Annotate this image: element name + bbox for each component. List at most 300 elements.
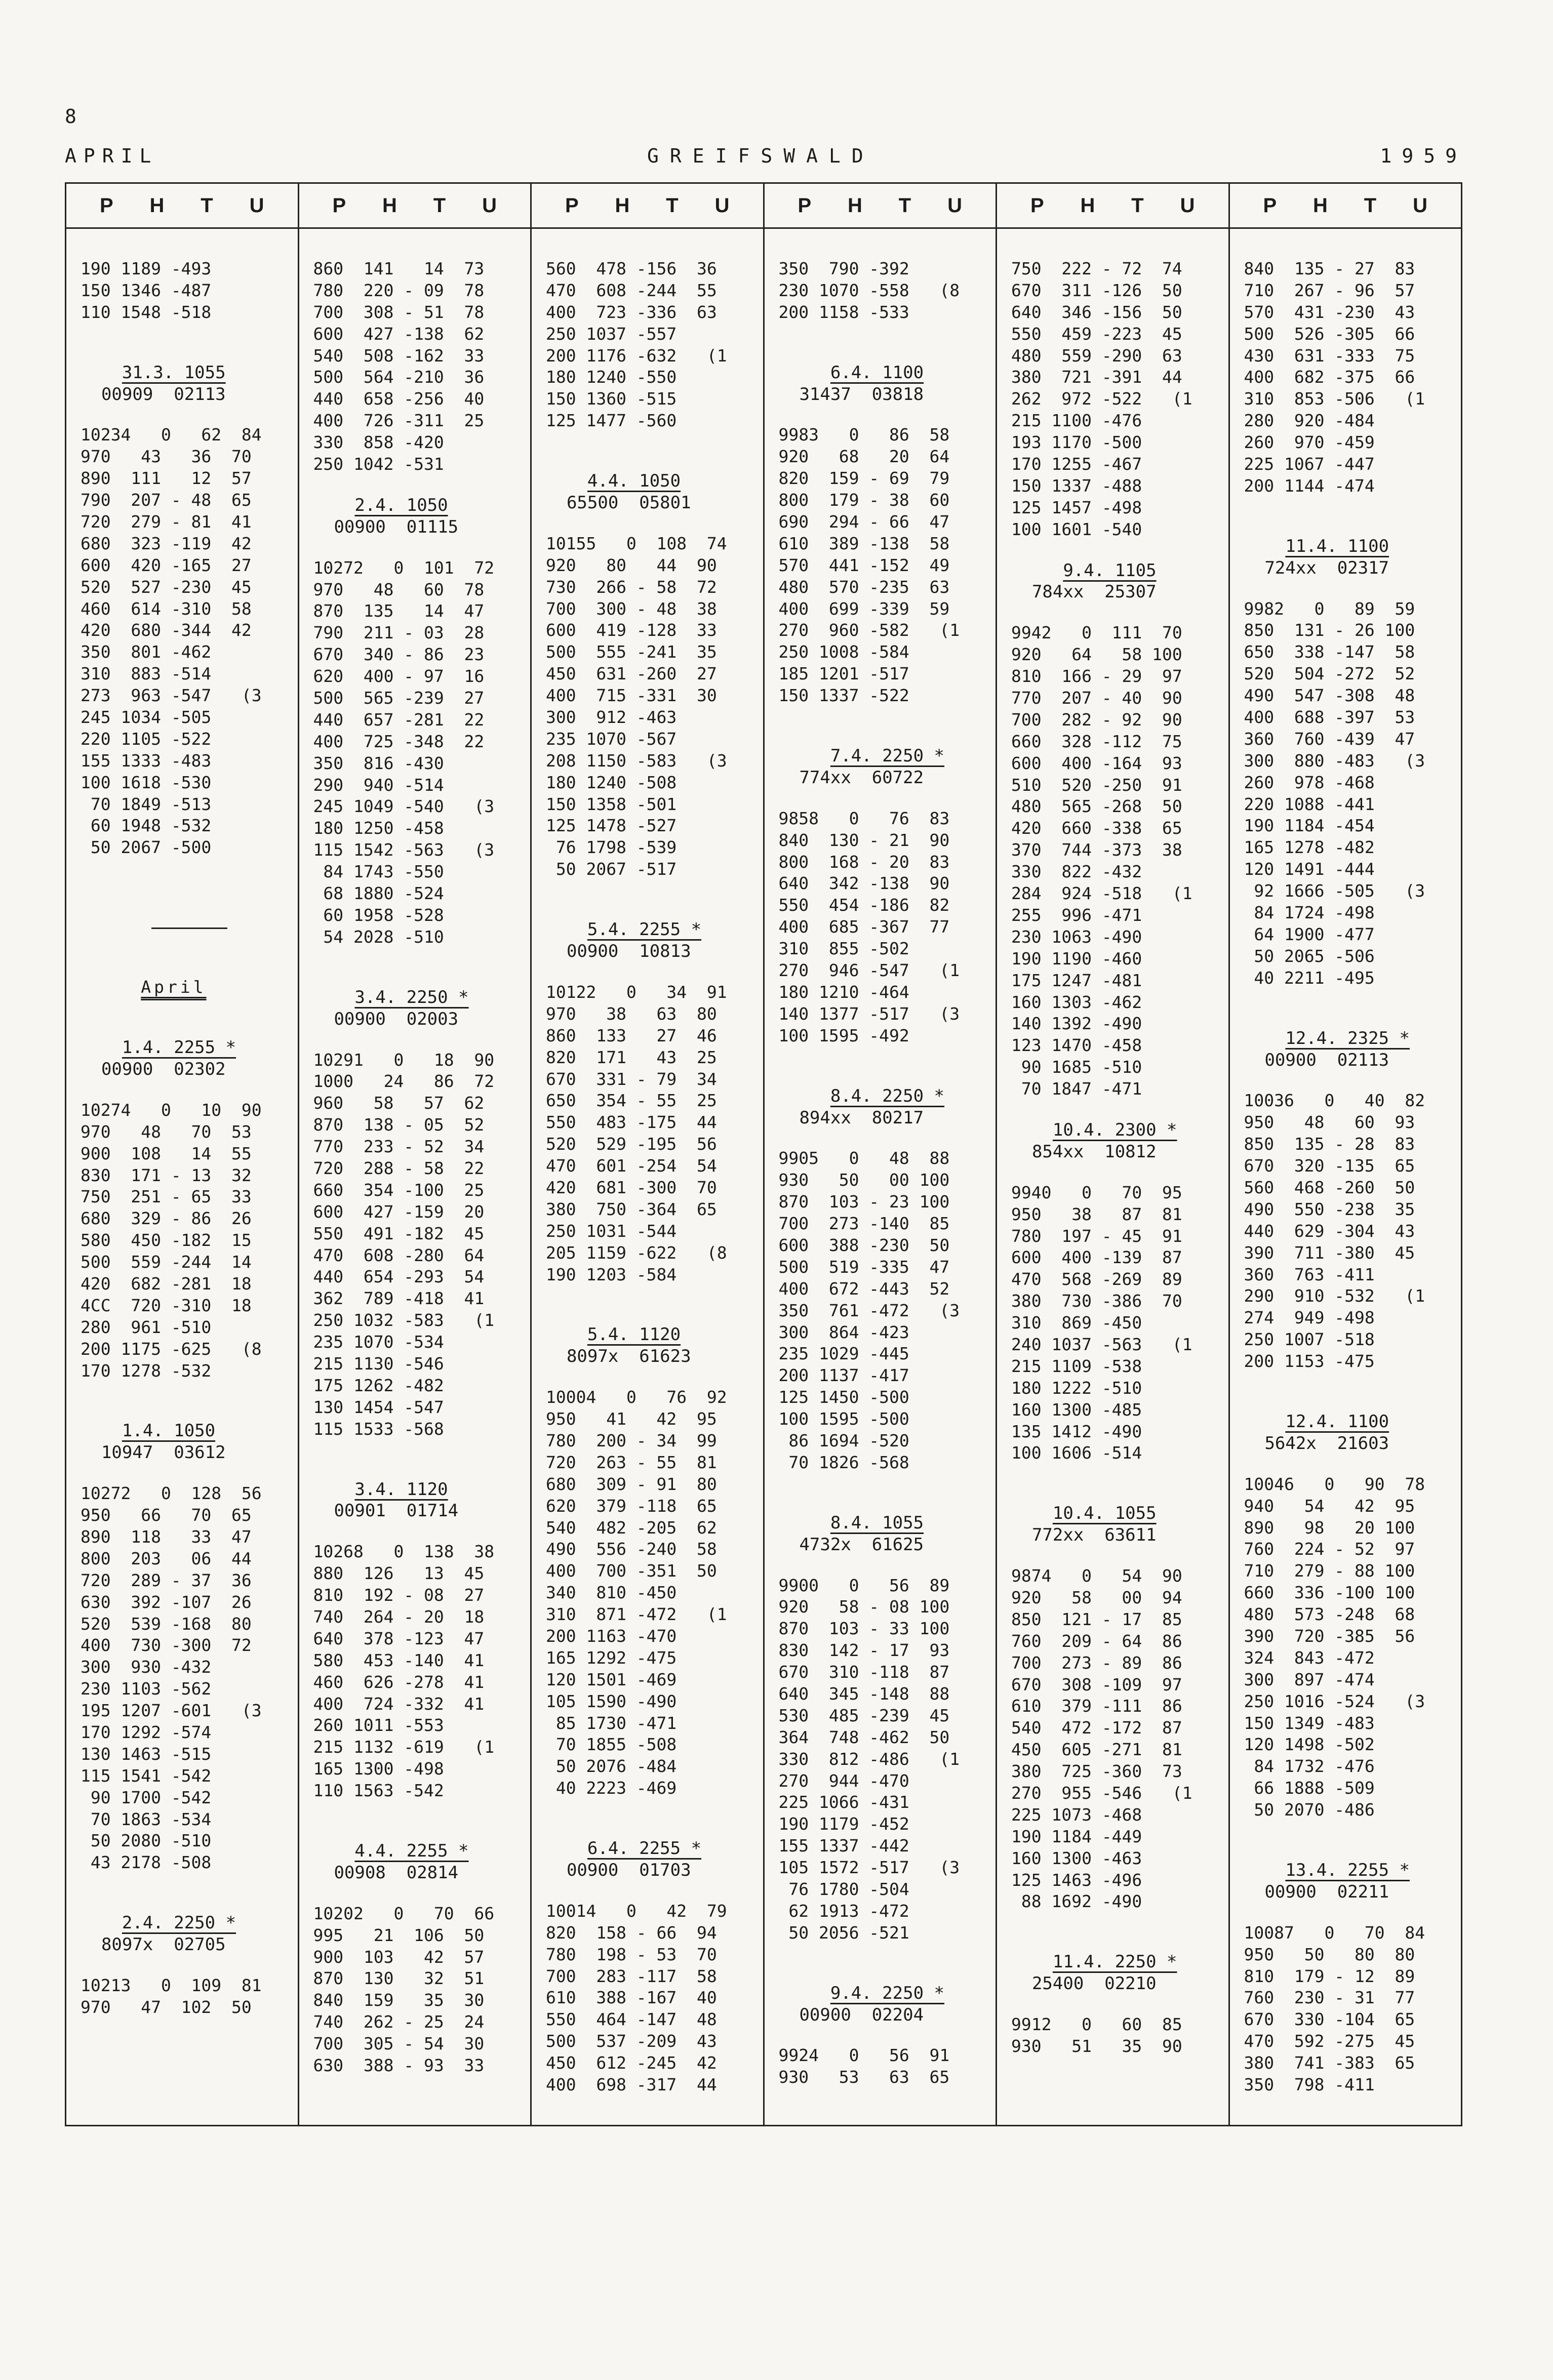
data-row: 10213 0 109 81: [81, 1975, 262, 1995]
data-row: 92 1666 -505 (3: [1244, 881, 1425, 901]
data-row: 400 682 -375 66: [1244, 367, 1415, 387]
data-row: 850 131 - 26 100: [1244, 620, 1415, 640]
spacer: [81, 405, 288, 424]
data-row: 570 441 -152 49: [778, 555, 950, 575]
spacer: [546, 1819, 753, 1838]
spacer: [1011, 239, 1218, 258]
data-row: 43 2178 -508: [81, 1852, 212, 1873]
data-row: 64 1900 -477: [1244, 924, 1375, 944]
data-row: 50 2080 -510: [81, 1831, 212, 1851]
spacer: [81, 938, 288, 957]
sounding-header: [779, 1085, 986, 1107]
data-row: 950 38 87 81: [1011, 1204, 1182, 1224]
data-row: 360 763 -411: [1244, 1264, 1375, 1284]
spacer: [81, 324, 288, 343]
data-row: 640 346 -156 50: [1011, 302, 1182, 322]
data-row: 364 748 -462 50: [778, 1727, 950, 1747]
data-row: 70 1849 -513: [81, 794, 212, 814]
data-row: 50 2070 -486: [1244, 1800, 1375, 1820]
data-row: 10155 0 108 74: [546, 533, 727, 553]
data-row: 50 2067 -500: [81, 837, 212, 858]
data-row: 70 1847 -471: [1011, 1079, 1142, 1099]
spacer: [546, 239, 753, 258]
data-row: 400 725 -348 22: [313, 731, 485, 751]
spacer: [546, 1305, 753, 1324]
data-row: 76 1780 -504: [778, 1879, 909, 1899]
header-year: 1959: [1380, 145, 1467, 167]
data-row: 830 142 - 17 93: [778, 1640, 950, 1661]
data-row: 250 1042 -531: [313, 454, 444, 474]
data-row: 66 1888 -509: [1244, 1778, 1375, 1798]
data-row: 165 1292 -475: [546, 1647, 677, 1668]
heading-text: 8.4. 2250 *: [830, 1085, 945, 1106]
spacer: [779, 1047, 986, 1066]
sounding-header: [779, 745, 986, 767]
heading-text: 10.4. 2300 *: [1052, 1119, 1177, 1140]
station-code: 8097x 61623: [546, 1346, 691, 1367]
station-code: 00900 02302: [81, 1059, 226, 1079]
spacer: [779, 1128, 986, 1148]
heading-text: 9.4. 1105: [1063, 560, 1157, 581]
sounding-header: [779, 1983, 986, 2004]
data-row: 600 420 -165 27: [81, 555, 252, 575]
data-row: 245 1034 -505: [81, 707, 212, 728]
sounding-header: [1011, 1119, 1218, 1141]
table-column: [298, 184, 531, 2125]
data-row: 150 1358 -501: [546, 794, 677, 814]
data-row: 640 378 -123 47: [313, 1628, 485, 1648]
data-row: 290 940 -514: [313, 775, 444, 795]
data-row: 250 1031 -544: [546, 1221, 677, 1241]
spacer: [1011, 541, 1218, 560]
data-row: 300 912 -463: [546, 707, 677, 728]
data-row: 225 1067 -447: [1244, 454, 1375, 474]
table-column: [66, 184, 298, 2125]
station-code: 774xx 60722: [778, 767, 924, 788]
data-row: 780 200 - 34 99: [546, 1430, 717, 1450]
data-row: 110 1563 -542: [313, 1781, 444, 1801]
heading-text: 2.4. 2250 *: [122, 1913, 236, 1933]
spacer: [81, 1401, 288, 1420]
column-header-label: T: [201, 194, 213, 217]
spacer: [1244, 239, 1451, 258]
data-row: 540 508 -162 33: [313, 345, 485, 366]
column-header: [997, 184, 1228, 229]
column-header-label: H: [1080, 194, 1095, 217]
data-row: 215 1130 -546: [313, 1353, 444, 1374]
data-row: 760 230 - 31 77: [1244, 1988, 1415, 2008]
data-row: 330 812 -486 (1: [778, 1749, 960, 1769]
heading-text: 9.4. 2250 *: [830, 1983, 945, 2003]
data-row: 160 1300 -485: [1011, 1399, 1142, 1420]
station-code: 25400 02210: [1011, 1973, 1157, 1994]
data-row: 700 283 -117 58: [546, 1966, 717, 1986]
data-row: 310 871 -472 (1: [546, 1604, 727, 1625]
data-row: 362 789 -418 41: [313, 1288, 485, 1309]
sounding-header: [313, 1479, 521, 1501]
data-row: 900 103 42 57: [313, 1947, 485, 1967]
data-row: 790 211 - 03 28: [313, 623, 485, 643]
table-column: [763, 184, 996, 2125]
heading-text: 13.4. 2255 *: [1285, 1860, 1410, 1880]
station-code: 00909 02113: [81, 384, 226, 405]
spacer: [313, 538, 521, 557]
data-row: 100 1601 -540: [1011, 519, 1142, 539]
spacer: [546, 451, 753, 470]
spacer: [81, 998, 288, 1018]
data-row: 300 897 -474: [1244, 1669, 1375, 1689]
spacer: [546, 1881, 753, 1901]
spacer: [1244, 1903, 1451, 1922]
data-row: 500 565 -239 27: [313, 688, 485, 708]
data-row: 650 338 -147 58: [1244, 642, 1415, 662]
data-row: 200 1137 -417: [778, 1365, 909, 1386]
data-row: 820 171 43 25: [546, 1047, 717, 1067]
data-row: 870 103 - 33 100: [778, 1619, 950, 1639]
data-row: 60 1948 -532: [81, 816, 212, 836]
column-header-label: H: [1313, 194, 1328, 217]
spacer: [1011, 1932, 1218, 1951]
data-row: 500 519 -335 47: [778, 1257, 950, 1277]
data-row: 400 685 -367 77: [778, 917, 950, 937]
data-row: 830 171 - 13 32: [81, 1165, 252, 1185]
data-row: 810 192 - 08 27: [313, 1585, 485, 1605]
heading-text: 11.4. 2250 *: [1052, 1952, 1177, 1972]
column-body: [66, 229, 298, 2019]
data-row: 170 1292 -574: [81, 1722, 212, 1742]
heading-text: 1.4. 1050: [122, 1421, 216, 1441]
data-row: 260 970 -459: [1244, 432, 1375, 453]
data-row: 76 1798 -539: [546, 837, 677, 858]
column-header-label: U: [947, 194, 963, 217]
data-row: 670 310 -118 87: [778, 1662, 950, 1682]
data-row: 470 608 -280 64: [313, 1245, 485, 1265]
station-code: 00900 02204: [778, 2004, 924, 2025]
data-row: 150 1349 -483: [1244, 1713, 1375, 1733]
data-row: 560 478 -156 36: [546, 259, 717, 278]
data-row: 760 224 - 52 97: [1244, 1539, 1415, 1559]
column-header-label: H: [848, 194, 862, 217]
column-body: [532, 229, 763, 2096]
data-row: 10036 0 40 82: [1244, 1091, 1425, 1111]
data-row: 580 453 -140 41: [313, 1650, 485, 1670]
data-row: 180 1250 -458: [313, 818, 444, 838]
data-row: 400 698 -317 44: [546, 2075, 717, 2095]
spacer: [1244, 1840, 1451, 1860]
data-row: 9858 0 76 83: [778, 808, 950, 828]
data-row: 550 459 -223 45: [1011, 324, 1182, 344]
spacer: [779, 1944, 986, 1963]
data-row: 70 1863 -534: [81, 1809, 212, 1829]
data-row: 920 58 - 08 100: [778, 1597, 950, 1617]
data-row: 870 138 - 05 52: [313, 1115, 485, 1135]
data-row: 700 300 - 48 38: [546, 598, 717, 619]
data-row: 770 233 - 52 34: [313, 1137, 485, 1157]
data-row: 720 279 - 81 41: [81, 512, 252, 532]
spacer: [1244, 1373, 1451, 1392]
data-row: 255 996 -471: [1011, 905, 1142, 925]
column-header-label: U: [714, 194, 730, 217]
spacer: [546, 1367, 753, 1387]
data-row: 100 1618 -530: [81, 772, 212, 792]
data-row: 860 141 14 73: [313, 259, 485, 278]
spacer: [313, 1460, 521, 1479]
data-row: 440 654 -293 54: [313, 1267, 485, 1287]
data-row: 400 724 -332 41: [313, 1693, 485, 1714]
heading-text: 8.4. 1055: [830, 1512, 924, 1533]
data-row: 10004 0 76 92: [546, 1387, 727, 1407]
data-row: 170 1255 -467: [1011, 454, 1142, 474]
column-header: [299, 184, 531, 229]
data-row: 995 21 106 50: [313, 1925, 485, 1945]
data-row: 720 289 - 37 36: [81, 1570, 252, 1590]
data-row: 780 198 - 53 70: [546, 1944, 717, 1964]
sounding-header: [1244, 1028, 1451, 1050]
data-row: 890 118 33 47: [81, 1526, 252, 1547]
spacer: [779, 405, 986, 424]
data-row: 90 1685 -510: [1011, 1057, 1142, 1077]
data-row: 920 58 00 94: [1011, 1587, 1182, 1607]
data-row: 280 961 -510: [81, 1317, 212, 1337]
data-row: 200 1176 -632 (1: [546, 345, 727, 366]
data-row: 420 660 -338 65: [1011, 818, 1182, 838]
header-station: GREIFSWALD: [647, 145, 874, 167]
data-row: 400 730 -300 72: [81, 1635, 252, 1656]
spacer: [779, 707, 986, 726]
data-row: 215 1132 -619 (1: [313, 1737, 495, 1757]
heading-text: 4.4. 1050: [587, 471, 681, 492]
data-row: 520 527 -230 45: [81, 577, 252, 597]
data-row: 10291 0 18 90: [313, 1050, 495, 1070]
data-row: 770 207 - 40 90: [1011, 688, 1182, 708]
data-row: 660 336 -100 100: [1244, 1583, 1415, 1603]
data-row: 240 1037 -563 (1: [1011, 1334, 1192, 1354]
column-header: [1230, 184, 1461, 229]
data-row: 710 279 - 88 100: [1244, 1561, 1415, 1581]
spacer: [313, 948, 521, 967]
table-column: [1228, 184, 1461, 2125]
spacer: [313, 1821, 521, 1840]
heading-text: 3.4. 1120: [354, 1479, 448, 1500]
heading-text: 12.4. 2325 *: [1285, 1028, 1410, 1048]
data-row: 190 1184 -449: [1011, 1826, 1142, 1846]
data-row: 330 822 -432: [1011, 862, 1142, 882]
data-row: 670 308 -109 97: [1011, 1674, 1182, 1695]
spacer: [81, 343, 288, 362]
data-row: 500 564 -210 36: [313, 367, 485, 387]
data-row: 235 1070 -534: [313, 1332, 444, 1352]
data-row: 120 1491 -444: [1244, 859, 1375, 879]
data-row: 10272 0 101 72: [313, 557, 495, 578]
data-row: 470 601 -254 54: [546, 1156, 717, 1176]
data-row: 300 930 -432: [81, 1657, 212, 1677]
data-row: 68 1880 -524: [313, 883, 444, 904]
data-row: 84 1743 -550: [313, 862, 444, 882]
data-row: 700 308 - 51 78: [313, 302, 485, 322]
column-header-label: T: [898, 194, 911, 217]
data-row: 430 631 -333 75: [1244, 345, 1415, 366]
data-row: 4CC 720 -310 18: [81, 1295, 252, 1315]
data-row: 880 126 13 45: [313, 1563, 485, 1584]
data-row: 190 1190 -460: [1011, 948, 1142, 969]
data-row: 400 715 -331 30: [546, 685, 717, 706]
station-code: 00900 02113: [1244, 1050, 1389, 1070]
heading-text: April: [141, 977, 207, 997]
data-row: 470 592 -275 45: [1244, 2031, 1415, 2051]
data-row: 9900 0 56 89: [778, 1575, 950, 1595]
column-header-label: H: [615, 194, 630, 217]
data-row: 460 614 -310 58: [81, 598, 252, 619]
spacer: [1244, 1392, 1451, 1411]
column-header-label: U: [1180, 194, 1195, 217]
data-row: 920 80 44 90: [546, 555, 717, 575]
data-row: 610 389 -138 58: [778, 533, 950, 553]
data-row: 760 209 - 64 86: [1011, 1631, 1182, 1651]
spacer: [779, 1493, 986, 1512]
station-code: 00900 02211: [1244, 1881, 1389, 1902]
spacer: [313, 1522, 521, 1541]
data-row: 380 750 -364 65: [546, 1199, 717, 1219]
heading-text: 7.4. 2250 *: [830, 746, 945, 767]
data-row: 550 454 -186 82: [778, 895, 950, 915]
data-row: 390 711 -380 45: [1244, 1242, 1415, 1263]
spacer: [81, 1874, 288, 1893]
data-row: 600 427 -138 62: [313, 324, 485, 344]
spacer: [779, 239, 986, 258]
heading-text: 4.4. 2255 *: [354, 1841, 469, 1861]
data-row: 270 944 -470: [778, 1770, 909, 1791]
data-row: 970 47 102 50: [81, 1997, 252, 2017]
data-row: 10274 0 10 90: [81, 1100, 262, 1120]
data-row: 9905 0 48 88: [778, 1148, 950, 1168]
spacer: [779, 726, 986, 745]
data-row: 262 972 -522 (1: [1011, 389, 1192, 409]
data-row: 9874 0 54 90: [1011, 1566, 1182, 1586]
spacer: [1244, 1455, 1451, 1474]
data-row: 274 949 -498: [1244, 1308, 1375, 1328]
data-row: 670 311 -126 50: [1011, 280, 1182, 300]
data-row: 500 526 -305 66: [1244, 324, 1415, 344]
data-row: 840 135 - 27 83: [1244, 259, 1415, 278]
spacer: [1011, 1483, 1218, 1503]
data-row: 960 58 57 62: [313, 1093, 485, 1113]
data-row: 200 1175 -625 (8: [81, 1339, 262, 1359]
data-row: 225 1073 -468: [1011, 1804, 1142, 1825]
data-row: 440 629 -304 43: [1244, 1221, 1415, 1241]
data-row: 570 431 -230 43: [1244, 302, 1415, 322]
data-row: 270 960 -582 (1: [778, 620, 960, 640]
spacer: [1011, 1995, 1218, 2014]
data-row: 380 741 -383 65: [1244, 2053, 1415, 2073]
data-row: 160 1300 -463: [1011, 1848, 1142, 1868]
data-row: 740 262 - 25 24: [313, 2012, 485, 2032]
data-row: 115 1541 -542: [81, 1765, 212, 1786]
data-row: 175 1262 -482: [313, 1375, 444, 1395]
data-row: 50 2076 -484: [546, 1756, 677, 1777]
data-row: 450 605 -271 81: [1011, 1740, 1182, 1760]
station-code: 00900 01703: [546, 1860, 691, 1880]
data-row: 550 483 -175 44: [546, 1112, 717, 1133]
spacer: [546, 514, 753, 533]
spacer: [779, 1556, 986, 1575]
data-row: 680 329 - 86 26: [81, 1208, 252, 1229]
column-header-label: T: [666, 194, 679, 217]
data-row: 193 1170 -500: [1011, 432, 1142, 453]
data-row: 165 1278 -482: [1244, 837, 1375, 858]
sounding-table: [65, 182, 1462, 2126]
station-code: 894xx 80217: [778, 1107, 924, 1128]
data-row: 130 1454 -547: [313, 1397, 444, 1417]
data-row: 620 379 -118 65: [546, 1496, 717, 1516]
data-row: 110 1548 -518: [81, 302, 212, 322]
data-row: 600 400 -164 93: [1011, 753, 1182, 773]
data-row: 850 135 - 28 83: [1244, 1134, 1415, 1154]
data-row: 155 1333 -483: [81, 750, 212, 771]
data-row: 70 1826 -568: [778, 1452, 909, 1472]
data-row: 170 1278 -532: [81, 1360, 212, 1381]
spacer: [1011, 1546, 1218, 1565]
data-row: 420 682 -281 18: [81, 1273, 252, 1294]
page-number: 8: [65, 105, 76, 128]
heading-text: 6.4. 2255 *: [587, 1838, 702, 1859]
data-row: 260 978 -468: [1244, 772, 1375, 792]
column-header-label: P: [99, 194, 113, 217]
data-row: 400 672 -443 52: [778, 1278, 950, 1299]
heading-text: 2.4. 1050: [354, 495, 448, 515]
data-row: 370 744 -373 38: [1011, 840, 1182, 860]
data-row: 630 388 - 93 33: [313, 2055, 485, 2076]
data-row: 10202 0 70 66: [313, 1903, 495, 1923]
data-row: 250 1037 -557: [546, 324, 677, 344]
data-row: 360 760 -439 47: [1244, 729, 1415, 749]
data-row: 100 1595 -500: [778, 1409, 909, 1429]
data-row: 400 700 -351 50: [546, 1561, 717, 1581]
data-row: 790 207 - 48 65: [81, 490, 252, 510]
data-row: 135 1412 -490: [1011, 1421, 1142, 1441]
data-row: 970 48 70 53: [81, 1121, 252, 1142]
heading-text: 31.3. 1055: [122, 362, 226, 383]
sounding-header: [81, 362, 288, 384]
data-row: 650 354 - 55 25: [546, 1091, 717, 1111]
data-row: 350 801 -462: [81, 642, 212, 662]
data-row: 230 1103 -562: [81, 1679, 212, 1699]
spacer: [81, 957, 288, 977]
data-row: 105 1572 -517 (3: [778, 1858, 960, 1878]
data-row: 840 130 - 21 90: [778, 830, 950, 850]
column-header-label: H: [382, 194, 397, 217]
data-row: 480 570 -235 63: [778, 577, 950, 597]
station-code: 00900 02003: [313, 1009, 459, 1029]
column-header-label: T: [1364, 194, 1377, 217]
data-row: 50 2065 -506: [1244, 946, 1375, 966]
data-row: 85 1730 -471: [546, 1713, 677, 1733]
data-row: 9942 0 111 70: [1011, 623, 1182, 643]
data-row: 280 920 -484: [1244, 411, 1375, 431]
data-row: 600 388 -230 50: [778, 1235, 950, 1255]
data-row: 520 504 -272 52: [1244, 664, 1415, 684]
data-row: 900 108 14 55: [81, 1143, 252, 1163]
spacer: [1244, 989, 1451, 1009]
data-row: 115 1533 -568: [313, 1419, 444, 1439]
column-header-label: P: [565, 194, 579, 217]
data-row: 200 1158 -533: [778, 302, 909, 322]
data-row: 220 1105 -522: [81, 729, 212, 749]
data-row: 800 168 - 20 83: [778, 852, 950, 872]
data-row: 400 688 -397 53: [1244, 707, 1415, 728]
data-row: 470 608 -244 55: [546, 280, 717, 300]
data-row: 125 1478 -527: [546, 816, 677, 836]
data-row: 70 1855 -508: [546, 1734, 677, 1755]
